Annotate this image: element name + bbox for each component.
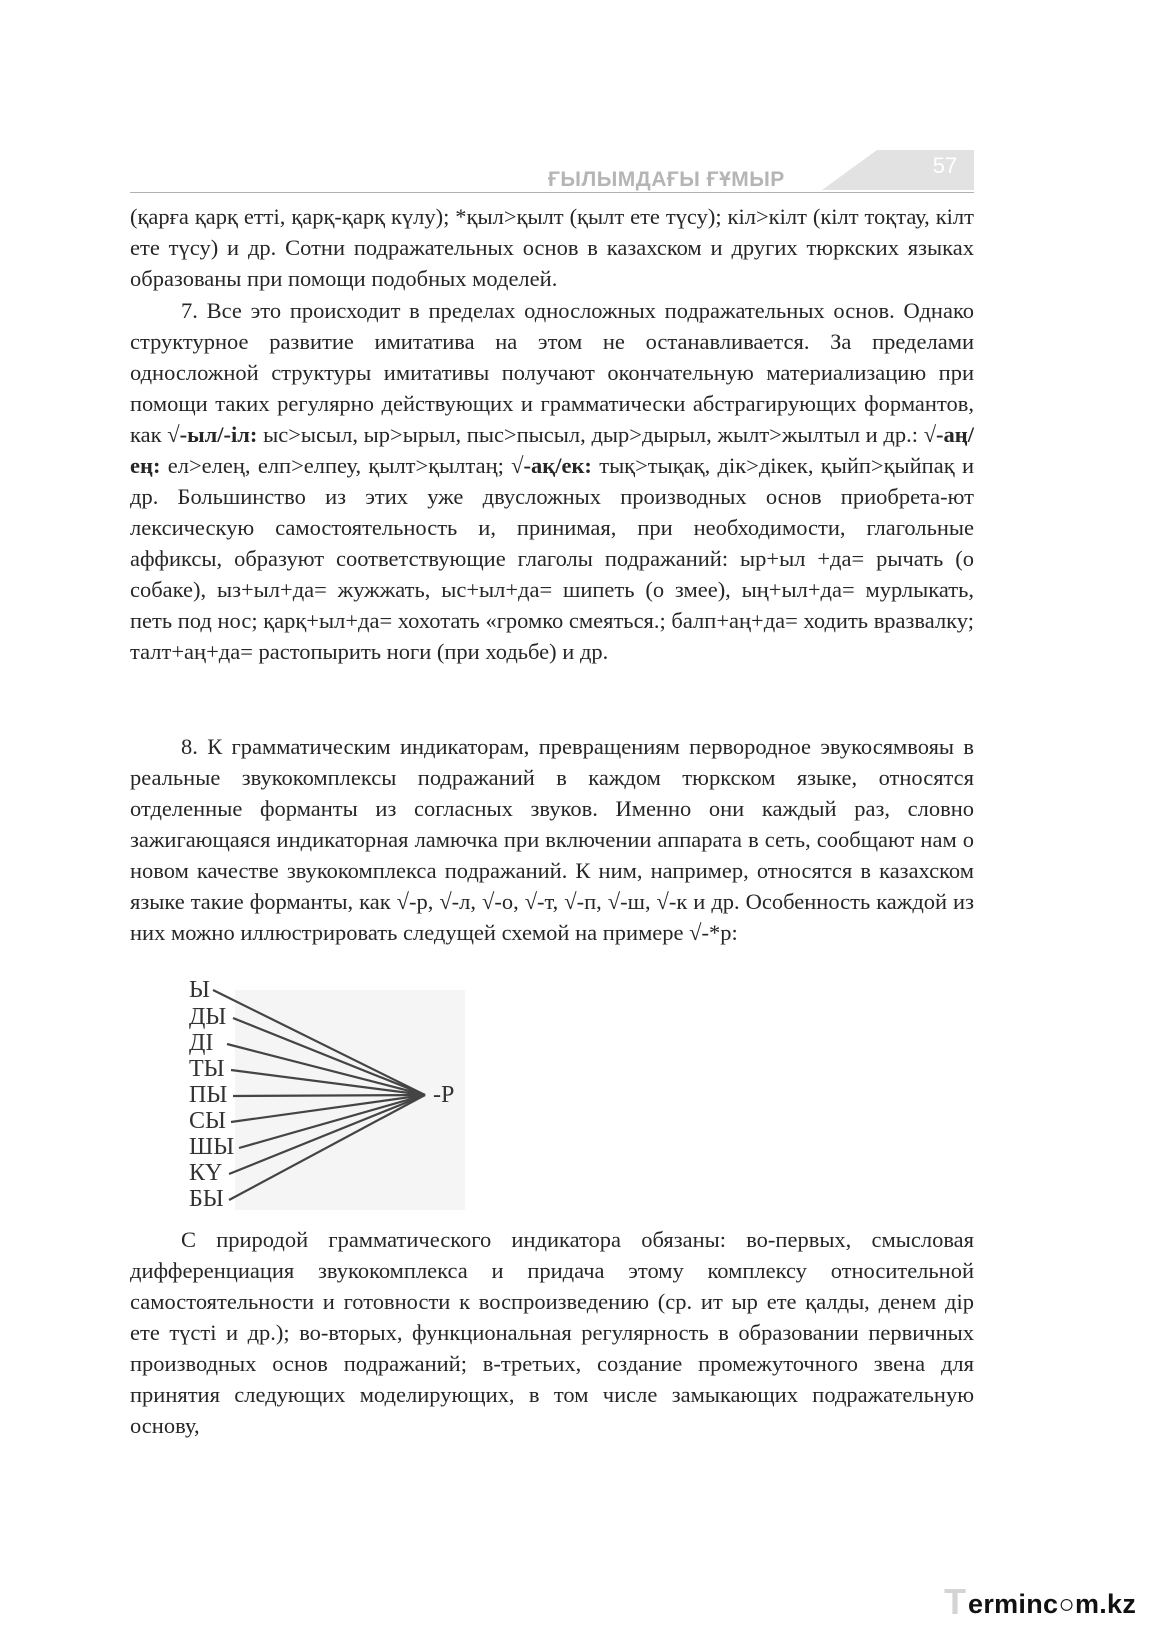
scheme-syllable: БЫ bbox=[189, 1186, 224, 1212]
watermark-letter: T bbox=[944, 1581, 966, 1622]
scheme-line bbox=[213, 990, 425, 1095]
page-number: 57 bbox=[932, 153, 958, 178]
paragraph-continuation bbox=[130, 201, 974, 294]
paragraph-1: (қарға қарқ етті, қарқ-қарқ күлу); *қыл>қылт (қылт ете түсу); кіл>кілт (кілт тоқтау, кілт ете түсу) и др. Сотни подражательных основ в казахском и других тюркских языках образованы при помощи подобных моделей. bbox=[130, 204, 974, 291]
scheme-line bbox=[229, 1095, 425, 1200]
scheme-syllable: КҮ bbox=[189, 1160, 223, 1186]
scheme-line bbox=[227, 1044, 425, 1095]
scheme-syllable: ДЫ bbox=[189, 1004, 227, 1030]
scheme-syllable: Ы bbox=[189, 977, 210, 1003]
header-rule bbox=[130, 192, 974, 193]
scheme-line bbox=[239, 1095, 425, 1148]
formant-scheme bbox=[185, 977, 465, 1214]
p7-text-1: 7. Все это происходит в пределах односложных подражательных основ. Однако структурное развитие имитатива на этом не останавливается. За пределами односложной структуры имитативы получают окончательную материализацию при помощи таких регулярно действующих и грамматически абстрагирующих формантов, как bbox=[130, 298, 974, 447]
p7-text-2: ыс>ысыл, ыр>ырыл, пыс>пысыл, дыр>дырыл, жылт>жылтыл и др.: bbox=[257, 422, 924, 447]
scheme-syllable: СЫ bbox=[189, 1108, 226, 1134]
scheme-syllable: ДІ bbox=[189, 1030, 214, 1056]
scheme-line bbox=[229, 1095, 425, 1174]
scheme-line bbox=[233, 1095, 425, 1096]
p7-formant-1: √-ыл/-іл: bbox=[167, 422, 258, 447]
scheme-line bbox=[231, 1095, 425, 1122]
watermark-logo bbox=[944, 1581, 1154, 1625]
running-header-title: ҒЫЛЫМДАҒЫ ҒҰМЫР bbox=[548, 168, 785, 191]
paragraph-7 bbox=[130, 295, 974, 667]
paragraph-after-scheme: С природой грамматического индикатора обязаны: во-первых, смысловая дифференциация звукокомплекса и придача этому комплексу относительной самостоятельности и готовности к воспроизведению (ср. ит ыр ете қалды, денем дір ете түсті и др.); во-вторых, функциональная регулярность в образовании первичных производных основ подражаний; в-третьих, создание промежуточного звена для принятия следующих моделирующих, в том числе замыкающих подражательную основу, bbox=[130, 1227, 974, 1438]
paragraph-after-scheme-block bbox=[130, 1224, 974, 1441]
p7-formant-3: √-ақ/ек: bbox=[511, 453, 592, 478]
p7-text-3: ел>елең, елп>елпеу, қылт>қылтаң; bbox=[160, 453, 512, 478]
scheme-syllable: ТЫ bbox=[189, 1056, 225, 1082]
scheme-syllable: ПЫ bbox=[189, 1082, 228, 1108]
scheme-syllable: ШЫ bbox=[189, 1134, 235, 1160]
paragraph-7-block bbox=[130, 295, 974, 667]
paragraph-8-block bbox=[130, 731, 974, 948]
scheme-target-formant: -Р bbox=[433, 1082, 455, 1108]
p7-text-4: тық>тықақ, дік>дікек, қыйп>қыйпақ и др. Большинство из этих уже двусложных производных основ приобрета-ют лексическую самостоятельность и, принимая, при необходимости, глагольные аффиксы, образуют соответствующие глаголы подражаний: ыр+ыл +да= рычать (о собаке), ыз+ыл+да= жужжать, ыс+ыл+да= шипеть (о змее), ың+ыл+да= мурлыкать, петь под нос; қарқ+ыл+да= хохотать «громко смеяться.; балп+аң+да= ходить вразвалку; талт+аң+да= растопырить ноги (при ходьбе) и др. bbox=[130, 453, 974, 664]
watermark-text: erminc○m.kz bbox=[968, 1589, 1137, 1619]
p7-formant-2: √-аң/ең: bbox=[130, 422, 974, 478]
paragraph-8: 8. К грамматическим индикаторам, превращениям первородное эвукосямвояы в реальные звукокомплексы подражаний в каждом тюркском языке, относятся отделенные форманты из согласных звуков. Именно они каждый раз, словно зажигающаяся индикаторная ламючка при включении аппарата в сеть, сообщают нам о новом качестве звукокомплекса подражаний. К ним, например, относятся в казахском языке такие форманты, как √-р, √-л, √-о, √-т, √-п, √-ш, √-к и др. Особенность каждой из них можно иллюстрировать следущей схемой на примере √-*р: bbox=[130, 734, 974, 945]
